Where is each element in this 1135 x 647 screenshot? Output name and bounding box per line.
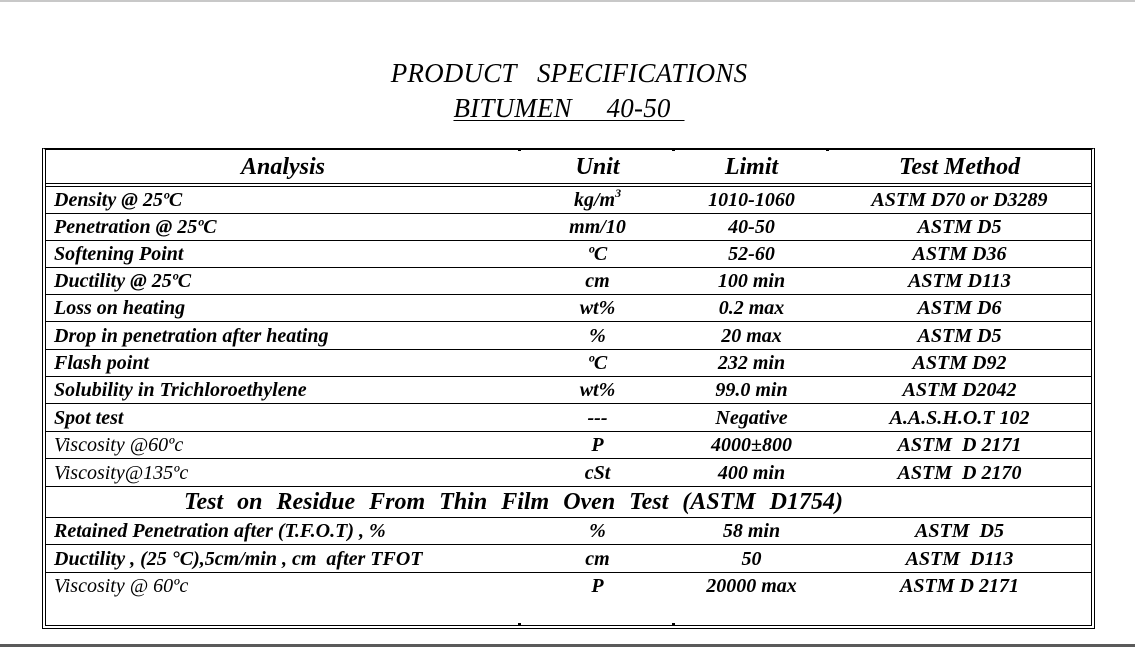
table-row [46, 187, 1091, 214]
limit-cell: 400 min [717, 461, 786, 484]
analysis-cell: Viscosity @ 60ºc [54, 575, 189, 597]
unit-cell: P [591, 434, 604, 456]
product-name: BITUMEN 40-50 [453, 93, 685, 123]
specifications-table [42, 148, 1095, 629]
analysis-cell: Viscosity @60ºc [54, 434, 184, 456]
method-cell: ASTM D 2170 [897, 461, 1022, 484]
table-row [46, 295, 1091, 322]
analysis-cell: Drop in penetration after heating [54, 324, 329, 347]
analysis-cell: Solubility in Trichloroethylene [54, 379, 307, 401]
table-row [46, 350, 1091, 377]
column-tick [826, 148, 829, 151]
unit-cell: ºC [587, 243, 608, 265]
method-cell: ASTM D 2171 [900, 575, 1019, 597]
method-cell: ASTM D70 or D3289 [871, 189, 1048, 211]
table-row [46, 518, 1091, 545]
unit-cell: --- [587, 406, 608, 429]
table-row [46, 377, 1091, 404]
unit-cell: % [589, 520, 606, 542]
analysis-cell: Spot test [54, 406, 124, 429]
method-cell: ASTM D2042 [902, 379, 1017, 401]
unit-superscript: 3 [615, 186, 622, 200]
analysis-cell: Ductility @ 25ºC [54, 270, 192, 292]
table-row [46, 573, 1091, 625]
table-row [46, 268, 1091, 295]
limit-cell: 1010-1060 [708, 189, 795, 211]
unit-cell: cm [585, 270, 610, 292]
analysis-cell: Density @ 25ºC [54, 189, 183, 211]
column-tick [672, 623, 675, 626]
analysis-cell: Loss on heating [54, 297, 186, 319]
limit-cell: 20000 max [706, 575, 797, 597]
limit-cell: 232 min [717, 352, 786, 374]
analysis-cell: Flash point [54, 352, 150, 374]
analysis-cell: Softening Point [54, 243, 184, 265]
unit-cell [520, 186, 675, 211]
unit-cell: mm/10 [569, 216, 626, 238]
unit-cell: cSt [584, 461, 611, 484]
table-row [46, 241, 1091, 268]
table-row [46, 545, 1091, 573]
section-header-row [46, 487, 1091, 518]
table-row [46, 322, 1091, 350]
limit-cell: Negative [715, 406, 788, 429]
method-cell: ASTM D5 [915, 520, 1004, 542]
analysis-cell: Retained Penetration after (T.F.O.T) , % [54, 520, 386, 542]
table-row [46, 404, 1091, 432]
top-rule [0, 0, 1135, 2]
header-analysis: Analysis [240, 153, 326, 180]
method-cell: ASTM D 2171 [897, 434, 1022, 456]
column-tick [518, 148, 521, 151]
product-subtitle [0, 93, 1135, 124]
header-unit: Unit [575, 153, 620, 180]
method-cell: ASTM D5 [917, 324, 1002, 347]
unit-cell: cm [585, 547, 610, 570]
method-cell: ASTM D113 [908, 270, 1011, 292]
method-cell: ASTM D113 [905, 547, 1014, 570]
analysis-cell: Viscosity@135ºc [54, 461, 189, 484]
unit-cell: P [591, 575, 604, 597]
unit-cell: wt% [579, 379, 616, 401]
limit-cell: 0.2 max [718, 297, 785, 319]
analysis-cell: Penetration @ 25ºC [54, 216, 217, 238]
section-title: Test on Residue From Thin Film Oven Test (ASTM D1754) [184, 488, 843, 515]
table-row [46, 459, 1091, 487]
table-header-row [46, 150, 1091, 187]
analysis-cell: Ductility , (25 °C),5cm/min , cm after TFOT [54, 547, 423, 570]
method-cell: ASTM D5 [917, 216, 1002, 238]
unit-cell: ºC [587, 352, 608, 374]
limit-cell: 99.0 min [715, 379, 788, 401]
limit-cell: 20 max [721, 324, 782, 347]
limit-cell: 52-60 [728, 243, 775, 265]
header-test-method: Test Method [898, 153, 1021, 180]
table-row [46, 214, 1091, 241]
method-cell: ASTM D92 [912, 352, 1007, 374]
limit-cell: 50 [741, 547, 762, 570]
limit-cell: 40-50 [728, 216, 775, 238]
table-row [46, 432, 1091, 459]
column-tick [518, 623, 521, 626]
method-cell: ASTM D36 [912, 243, 1007, 265]
limit-cell: 58 min [722, 520, 781, 542]
unit-cell: wt% [579, 297, 616, 319]
method-cell: A.A.S.H.O.T 102 [889, 406, 1030, 429]
unit-text: kg/m [573, 189, 616, 211]
document-title: PRODUCT SPECIFICATIONS [390, 58, 748, 88]
header-limit: Limit [724, 153, 779, 180]
limit-cell: 100 min [717, 270, 786, 292]
method-cell: ASTM D6 [917, 297, 1002, 319]
column-tick [672, 148, 675, 151]
unit-cell: % [589, 324, 606, 347]
limit-cell: 4000±800 [711, 434, 792, 456]
